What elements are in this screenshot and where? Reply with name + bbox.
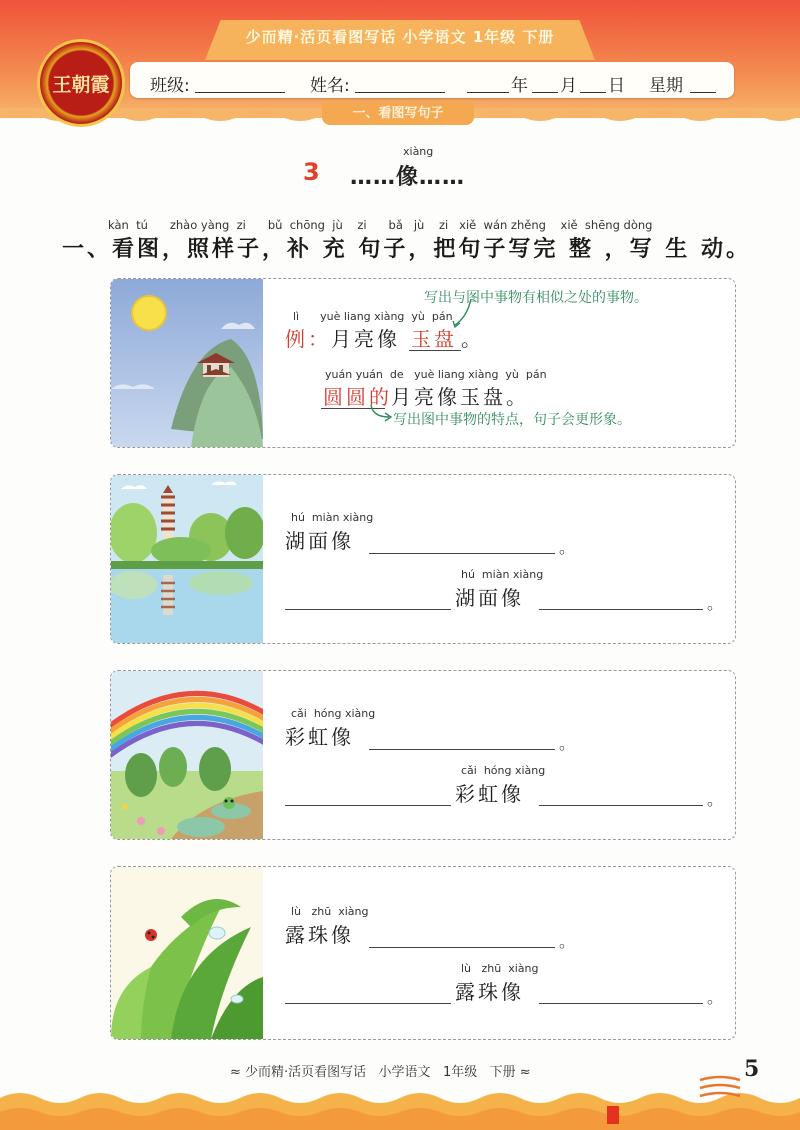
- exercise-box-dewdrop: [110, 866, 736, 1040]
- class-field[interactable]: [195, 92, 285, 93]
- example-line1-text: 月亮像: [331, 327, 400, 351]
- series-title: 少而精·活页看图写话 小学语文 1年级 下册: [245, 28, 555, 46]
- weekday-label: 星期: [649, 76, 683, 96]
- example-answer: 玉盘: [411, 327, 457, 351]
- exercise-box-rainbow: [110, 670, 736, 840]
- exercise-rainbow-answer-2b[interactable]: [539, 805, 703, 806]
- exercise-rainbow-pinyin-2: cǎi hóng xiàng: [461, 764, 546, 777]
- example-highlight: 圆圆的: [323, 385, 392, 409]
- exercise-rainbow-subject-2: 彩虹像: [455, 782, 524, 806]
- example-note-bottom: 写出图中事物的特点，句子会更形象。: [393, 412, 631, 428]
- exercise-rainbow-period-2: 。: [707, 790, 724, 809]
- example-line2-pinyin: yuán yuán de yuè liang xiàng yù pán: [325, 368, 547, 381]
- page-number: 5: [744, 1056, 760, 1082]
- month-label: 月: [560, 76, 577, 96]
- example-line2-text: 月亮像玉盘。: [391, 385, 529, 409]
- exercise-dewdrop-subject-1: 露珠像: [285, 923, 354, 947]
- example-note-top: 写出与图中事物有相似之处的事物。: [424, 290, 648, 306]
- exercise-lake-pinyin-2: hú miàn xiàng: [461, 568, 544, 581]
- weekday-field[interactable]: [690, 92, 716, 93]
- instruction-pinyin: kàn tú zhào yàng zi bǔ chōng jù zi bǎ jù zi xiě wán zhěng xiě shēng dòng: [108, 218, 653, 232]
- example-line1-end: 。: [461, 327, 484, 351]
- footer-series-title: ≈ 少而精·活页看图写话 小学语文 1年级 下册 ≈: [230, 1065, 531, 1080]
- year-label: 年: [511, 76, 528, 96]
- dewdrop-illustration: [111, 867, 263, 1039]
- lesson-number: 3: [303, 158, 320, 186]
- exercise-dewdrop-pinyin-2: lù zhū xiàng: [461, 962, 539, 975]
- exercise-rainbow-pinyin-1: cǎi hóng xiàng: [291, 707, 376, 720]
- exercise-dewdrop-answer-2a[interactable]: [285, 1003, 451, 1004]
- name-field[interactable]: [355, 92, 445, 93]
- month-field[interactable]: [532, 92, 558, 93]
- day-label: 日: [608, 76, 625, 96]
- moon-illustration: [111, 279, 263, 447]
- exercise-lake-period-1: 。: [559, 538, 576, 557]
- publisher-logo-text: 王朝霞: [52, 74, 110, 96]
- exercise-rainbow-answer-2a[interactable]: [285, 805, 451, 806]
- page-header: [0, 0, 800, 140]
- exercise-lake-answer-1[interactable]: [369, 553, 555, 554]
- exercise-dewdrop-period-2: 。: [707, 988, 724, 1007]
- exercise-dewdrop-pinyin-1: lù zhū xiàng: [291, 905, 369, 918]
- exercise-box-lake: [110, 474, 736, 644]
- exercise-dewdrop-period-1: 。: [559, 932, 576, 951]
- exercise-rainbow-answer-1[interactable]: [369, 749, 555, 750]
- example-answer-underline: [409, 350, 461, 351]
- exercise-lake-subject-1: 湖面像: [285, 529, 354, 553]
- exercise-dewdrop-subject-2: 露珠像: [455, 980, 524, 1004]
- lake-illustration: [111, 475, 263, 643]
- exercise-dewdrop-answer-2b[interactable]: [539, 1003, 703, 1004]
- class-label: 班级:: [150, 76, 190, 96]
- exercise-lake-period-2: 。: [707, 594, 724, 613]
- example-prefix: 例：: [285, 327, 331, 351]
- page-tab-marker: [607, 1106, 619, 1124]
- exercise-lake-pinyin-1: hú miàn xiàng: [291, 511, 374, 524]
- section-tab: [322, 103, 474, 125]
- exercise-lake-answer-2b[interactable]: [539, 609, 703, 610]
- example-line1-pinyin: lì yuè liang xiàng yù pán: [293, 310, 453, 323]
- section-title: 一、看图写句子: [352, 106, 444, 121]
- exercise-lake-answer-2a[interactable]: [285, 609, 451, 610]
- exercise-lake-subject-2: 湖面像: [455, 586, 524, 610]
- rainbow-illustration: [111, 671, 263, 839]
- exercise-rainbow-period-1: 。: [559, 734, 576, 753]
- lesson-title: ……像……: [350, 165, 466, 190]
- lesson-title-pinyin: xiàng: [403, 145, 434, 158]
- exercise-rainbow-subject-1: 彩虹像: [285, 725, 354, 749]
- day-field[interactable]: [580, 92, 606, 93]
- year-field[interactable]: [467, 92, 509, 93]
- name-label: 姓名:: [310, 76, 350, 96]
- example-box: [110, 278, 736, 448]
- exercise-dewdrop-answer-1[interactable]: [369, 947, 555, 948]
- instruction-text: 一、看图，照样子，补 充 句子，把句子写完 整 ，写 生 动。: [62, 237, 751, 262]
